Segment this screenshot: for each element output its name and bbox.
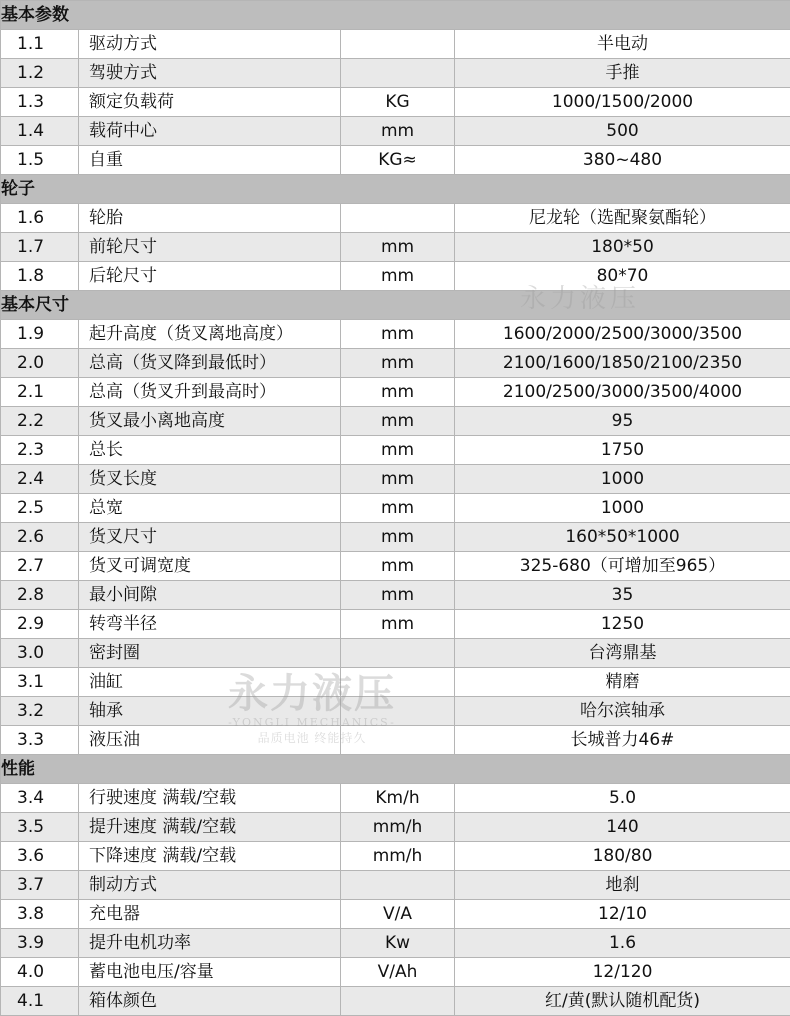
spec-name-cell: 起升高度（货叉离地高度） bbox=[79, 320, 341, 349]
spec-row bbox=[1, 146, 790, 175]
spec-name-cell: 最小间隙 bbox=[79, 581, 341, 610]
spec-unit-cell: Km/h bbox=[341, 784, 455, 813]
spec-value-cell: 1000/1500/2000 bbox=[455, 88, 790, 117]
spec-code-cell: 4.0 bbox=[1, 958, 79, 987]
spec-row bbox=[1, 262, 790, 291]
spec-row bbox=[1, 494, 790, 523]
spec-name-cell: 箱体颜色 bbox=[79, 987, 341, 1016]
spec-name-cell: 提升速度 满载/空载 bbox=[79, 813, 341, 842]
spec-value-cell: 5.0 bbox=[455, 784, 790, 813]
spec-unit-cell: mm bbox=[341, 349, 455, 378]
spec-code-cell: 3.1 bbox=[1, 668, 79, 697]
spec-name-cell: 货叉长度 bbox=[79, 465, 341, 494]
spec-name-cell: 货叉尺寸 bbox=[79, 523, 341, 552]
spec-name-cell: 下降速度 满载/空载 bbox=[79, 842, 341, 871]
spec-name-cell: 总宽 bbox=[79, 494, 341, 523]
spec-code-cell: 1.1 bbox=[1, 30, 79, 59]
spec-code-cell: 3.4 bbox=[1, 784, 79, 813]
spec-value-cell: 1750 bbox=[455, 436, 790, 465]
spec-name-cell: 驾驶方式 bbox=[79, 59, 341, 88]
spec-unit-cell: mm bbox=[341, 378, 455, 407]
spec-name-cell: 总高（货叉降到最低时） bbox=[79, 349, 341, 378]
spec-unit-cell: V/Ah bbox=[341, 958, 455, 987]
spec-value-cell: 325-680（可增加至965） bbox=[455, 552, 790, 581]
spec-unit-cell bbox=[341, 668, 455, 697]
spec-value-cell: 12/10 bbox=[455, 900, 790, 929]
spec-unit-cell bbox=[341, 697, 455, 726]
spec-unit-cell: mm bbox=[341, 465, 455, 494]
spec-code-cell: 1.4 bbox=[1, 117, 79, 146]
spec-code-cell: 3.2 bbox=[1, 697, 79, 726]
section-header-row bbox=[1, 291, 790, 320]
spec-value-cell: 1250 bbox=[455, 610, 790, 639]
spec-value-cell: 长城普力46# bbox=[455, 726, 790, 755]
spec-value-cell: 1600/2000/2500/3000/3500 bbox=[455, 320, 790, 349]
spec-name-cell: 蓄电池电压/容量 bbox=[79, 958, 341, 987]
spec-name-cell: 行驶速度 满载/空载 bbox=[79, 784, 341, 813]
spec-unit-cell: KG bbox=[341, 88, 455, 117]
spec-code-cell: 2.4 bbox=[1, 465, 79, 494]
spec-code-cell: 3.6 bbox=[1, 842, 79, 871]
spec-code-cell: 3.0 bbox=[1, 639, 79, 668]
section-title: 基本尺寸 bbox=[1, 291, 790, 320]
spec-unit-cell: mm bbox=[341, 581, 455, 610]
spec-unit-cell bbox=[341, 59, 455, 88]
spec-value-cell: 红/黄(默认随机配货) bbox=[455, 987, 790, 1016]
spec-unit-cell bbox=[341, 639, 455, 668]
spec-unit-cell: mm bbox=[341, 407, 455, 436]
spec-name-cell: 油缸 bbox=[79, 668, 341, 697]
spec-value-cell: 180*50 bbox=[455, 233, 790, 262]
section-title: 性能 bbox=[1, 755, 790, 784]
spec-row bbox=[1, 639, 790, 668]
section-header-row bbox=[1, 175, 790, 204]
spec-code-cell: 3.3 bbox=[1, 726, 79, 755]
spec-unit-cell bbox=[341, 204, 455, 233]
spec-row bbox=[1, 436, 790, 465]
spec-name-cell: 额定负载荷 bbox=[79, 88, 341, 117]
spec-name-cell: 轴承 bbox=[79, 697, 341, 726]
spec-value-cell: 尼龙轮（选配聚氨酯轮） bbox=[455, 204, 790, 233]
spec-name-cell: 驱动方式 bbox=[79, 30, 341, 59]
spec-code-cell: 2.2 bbox=[1, 407, 79, 436]
spec-unit-cell: mm bbox=[341, 320, 455, 349]
section-title: 基本参数 bbox=[1, 1, 790, 30]
spec-value-cell: 1000 bbox=[455, 465, 790, 494]
spec-row bbox=[1, 465, 790, 494]
spec-unit-cell bbox=[341, 726, 455, 755]
spec-row bbox=[1, 88, 790, 117]
spec-unit-cell: mm bbox=[341, 610, 455, 639]
spec-code-cell: 3.8 bbox=[1, 900, 79, 929]
spec-value-cell: 1.6 bbox=[455, 929, 790, 958]
spec-unit-cell: V/A bbox=[341, 900, 455, 929]
spec-value-cell: 500 bbox=[455, 117, 790, 146]
spec-value-cell: 2100/2500/3000/3500/4000 bbox=[455, 378, 790, 407]
spec-code-cell: 2.7 bbox=[1, 552, 79, 581]
spec-row bbox=[1, 610, 790, 639]
spec-name-cell: 液压油 bbox=[79, 726, 341, 755]
spec-name-cell: 充电器 bbox=[79, 900, 341, 929]
spec-row bbox=[1, 552, 790, 581]
spec-name-cell: 总高（货叉升到最高时） bbox=[79, 378, 341, 407]
spec-unit-cell: mm bbox=[341, 262, 455, 291]
spec-value-cell: 80*70 bbox=[455, 262, 790, 291]
spec-row bbox=[1, 204, 790, 233]
section-header-row bbox=[1, 1, 790, 30]
spec-value-cell: 380~480 bbox=[455, 146, 790, 175]
spec-name-cell: 前轮尺寸 bbox=[79, 233, 341, 262]
spec-name-cell: 转弯半径 bbox=[79, 610, 341, 639]
spec-code-cell: 2.6 bbox=[1, 523, 79, 552]
spec-unit-cell: Kw bbox=[341, 929, 455, 958]
spec-unit-cell: mm bbox=[341, 117, 455, 146]
spec-code-cell: 1.6 bbox=[1, 204, 79, 233]
spec-code-cell: 2.5 bbox=[1, 494, 79, 523]
spec-value-cell: 180/80 bbox=[455, 842, 790, 871]
spec-code-cell: 2.1 bbox=[1, 378, 79, 407]
spec-value-cell: 35 bbox=[455, 581, 790, 610]
spec-value-cell: 台湾鼎基 bbox=[455, 639, 790, 668]
spec-row bbox=[1, 407, 790, 436]
spec-unit-cell: mm bbox=[341, 233, 455, 262]
spec-row bbox=[1, 726, 790, 755]
spec-row bbox=[1, 987, 790, 1016]
spec-name-cell: 货叉可调宽度 bbox=[79, 552, 341, 581]
spec-code-cell: 1.7 bbox=[1, 233, 79, 262]
spec-name-cell: 制动方式 bbox=[79, 871, 341, 900]
spec-value-cell: 地刹 bbox=[455, 871, 790, 900]
spec-row bbox=[1, 871, 790, 900]
spec-code-cell: 2.8 bbox=[1, 581, 79, 610]
spec-row bbox=[1, 668, 790, 697]
watermark-center-english: -YONGLI MECHANICS- bbox=[228, 716, 396, 730]
spec-name-cell: 提升电机功率 bbox=[79, 929, 341, 958]
spec-unit-cell bbox=[341, 30, 455, 59]
spec-row bbox=[1, 697, 790, 726]
spec-code-cell: 4.1 bbox=[1, 987, 79, 1016]
spec-row bbox=[1, 929, 790, 958]
spec-row bbox=[1, 784, 790, 813]
spec-row bbox=[1, 842, 790, 871]
spec-unit-cell: KG≈ bbox=[341, 146, 455, 175]
section-title: 轮子 bbox=[1, 175, 790, 204]
spec-row bbox=[1, 900, 790, 929]
section-header-row bbox=[1, 755, 790, 784]
spec-name-cell: 货叉最小离地高度 bbox=[79, 407, 341, 436]
spec-code-cell: 2.0 bbox=[1, 349, 79, 378]
spec-value-cell: 精磨 bbox=[455, 668, 790, 697]
spec-unit-cell: mm/h bbox=[341, 842, 455, 871]
spec-code-cell: 2.9 bbox=[1, 610, 79, 639]
spec-row bbox=[1, 813, 790, 842]
spec-unit-cell: mm bbox=[341, 552, 455, 581]
spec-name-cell: 密封圈 bbox=[79, 639, 341, 668]
spec-name-cell: 载荷中心 bbox=[79, 117, 341, 146]
spec-value-cell: 1000 bbox=[455, 494, 790, 523]
spec-unit-cell: mm bbox=[341, 436, 455, 465]
spec-code-cell: 2.3 bbox=[1, 436, 79, 465]
spec-value-cell: 2100/1600/1850/2100/2350 bbox=[455, 349, 790, 378]
spec-row bbox=[1, 958, 790, 987]
spec-unit-cell bbox=[341, 871, 455, 900]
spec-row bbox=[1, 378, 790, 407]
spec-name-cell: 后轮尺寸 bbox=[79, 262, 341, 291]
watermark-top-text: 永力液压 bbox=[520, 284, 640, 314]
spec-code-cell: 3.9 bbox=[1, 929, 79, 958]
spec-row bbox=[1, 233, 790, 262]
spec-code-cell: 1.8 bbox=[1, 262, 79, 291]
spec-code-cell: 1.5 bbox=[1, 146, 79, 175]
spec-row bbox=[1, 59, 790, 88]
spec-unit-cell bbox=[341, 987, 455, 1016]
spec-code-cell: 1.2 bbox=[1, 59, 79, 88]
spec-unit-cell: mm/h bbox=[341, 813, 455, 842]
spec-row bbox=[1, 320, 790, 349]
spec-row bbox=[1, 581, 790, 610]
spec-value-cell: 12/120 bbox=[455, 958, 790, 987]
spec-row bbox=[1, 117, 790, 146]
spec-code-cell: 3.5 bbox=[1, 813, 79, 842]
spec-value-cell: 半电动 bbox=[455, 30, 790, 59]
spec-value-cell: 160*50*1000 bbox=[455, 523, 790, 552]
watermark-center-slogan: 品质电池 终能持久 bbox=[228, 730, 396, 746]
spec-name-cell: 总长 bbox=[79, 436, 341, 465]
spec-table-body bbox=[1, 1, 790, 1016]
spec-row bbox=[1, 523, 790, 552]
spec-value-cell: 哈尔滨轴承 bbox=[455, 697, 790, 726]
spec-name-cell: 轮胎 bbox=[79, 204, 341, 233]
spec-value-cell: 140 bbox=[455, 813, 790, 842]
spec-unit-cell: mm bbox=[341, 523, 455, 552]
spec-row bbox=[1, 349, 790, 378]
spec-code-cell: 1.9 bbox=[1, 320, 79, 349]
spec-unit-cell: mm bbox=[341, 494, 455, 523]
spec-code-cell: 1.3 bbox=[1, 88, 79, 117]
spec-row bbox=[1, 30, 790, 59]
spec-value-cell: 95 bbox=[455, 407, 790, 436]
spec-code-cell: 3.7 bbox=[1, 871, 79, 900]
watermark-center-title: 永力液压 bbox=[228, 672, 396, 716]
spec-value-cell: 手推 bbox=[455, 59, 790, 88]
spec-name-cell: 自重 bbox=[79, 146, 341, 175]
